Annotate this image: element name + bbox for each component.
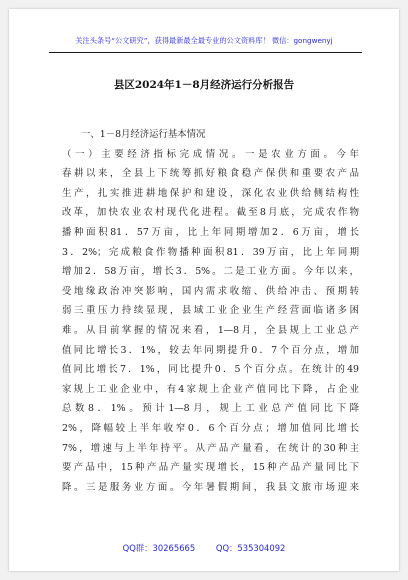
body-line: 降。三是服务业方面。今年暑假期间，我县文旅市场迎来 (62, 481, 359, 493)
body-line: 家规上工业企业中，有4家规上企业产值同比下降，占企业 (62, 383, 359, 395)
body-line: 7%，增速与上半年持平。从产品产量看，在统计的30种主 (62, 442, 359, 454)
document-body (62, 125, 359, 497)
body-line: 增加2．58万亩，增长3．5%。二是工业方面。今年以来， (62, 266, 359, 278)
header-divider (49, 52, 362, 53)
document-page (9, 9, 399, 571)
body-line: 2%，降幅较上半年收窄0．6个百分点；增加值同比增长 (62, 422, 359, 434)
header-banner: 关注头条号“公文研究”，获得最新最全最专业的公文资料库！ 微信：gongwenyj (75, 36, 333, 45)
body-line: （一）主要经济指标完成情况。一是农业方面。今年 (62, 148, 359, 160)
body-line: 要产品中，15种产品产量实现增长，15种产品产量同比下 (62, 462, 359, 474)
body-line: 3．2%；完成粮食作物播种面积81．39万亩，比上年同期 (62, 246, 359, 258)
footer-contact (9, 542, 399, 554)
body-line: 值同比增长3．1%，较去年同期提升0．7个百分点，增加 (62, 344, 359, 356)
body-line: 值同比增长7．1%，同比提升0．5个百分点。在统计的49 (62, 364, 359, 376)
section-heading: 一、1－8月经济运行基本情况 (81, 129, 206, 140)
body-line: 难。从目前掌握的情况来看，1—8月，全县规上工业总产 (62, 324, 359, 336)
footer-qq-number: QQ：535304092 (215, 543, 286, 553)
body-line: 生产，扎实推进耕地保护和建设，深化农业供给侧结构性 (62, 187, 359, 199)
body-line: 春耕以来，全县上下统筹抓好粮食稳产保供和重要农产品 (62, 168, 359, 180)
body-line: 总数8．1%。预计1—8月，规上工业总产值同比下降 (62, 403, 359, 415)
body-line: 受地缘政治冲突影响，国内需求收缩、供给冲击、预期转 (62, 285, 359, 297)
document-title: 县区2024年1－8月经济运行分析报告 (113, 79, 295, 91)
body-line: 改革，加快农业农村现代化进程。截至8月底，完成农作物 (62, 207, 359, 219)
footer-qq-group: QQ群：30265665 (122, 543, 196, 553)
body-line: 播种面积81．57万亩，比上年同期增加2．6万亩，增长 (62, 226, 359, 238)
body-line: 弱三重压力持续显现，县域工业企业生产经营面临诸多困 (62, 305, 359, 317)
